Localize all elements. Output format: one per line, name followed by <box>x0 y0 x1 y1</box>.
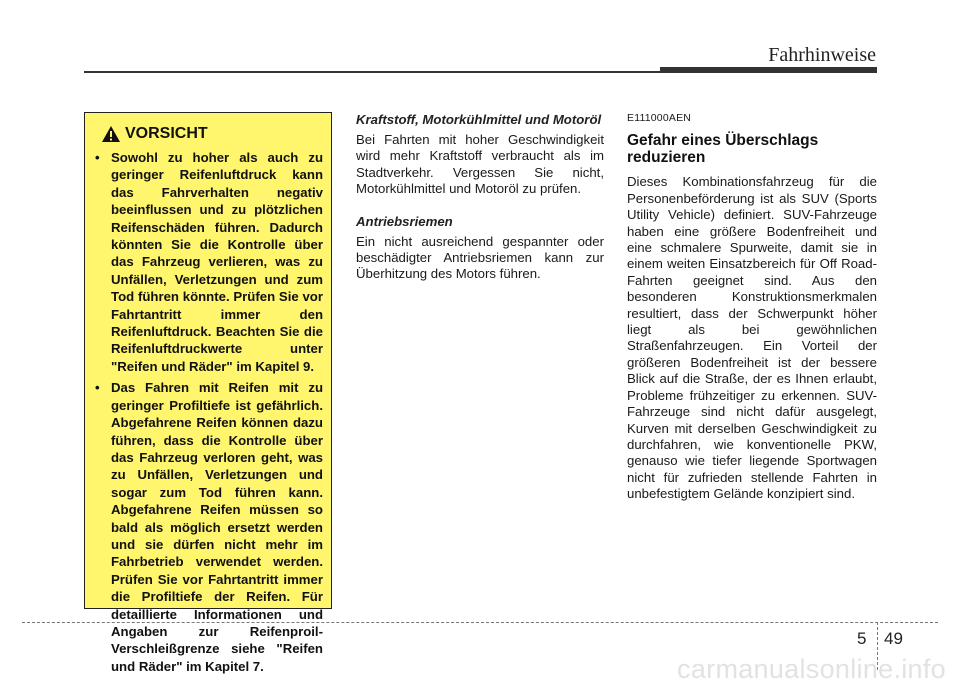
warning-box <box>84 112 332 674</box>
header-rule-thin <box>84 71 660 73</box>
section-title: Fahrhinweise <box>768 44 876 66</box>
bullet: • <box>95 150 100 165</box>
section-body: Dieses Kombinationsfahrzeug für die Personenbeförderung ist als SUV (Sports Utility Vehicle) definiert. SUV-Fahrzeuge haben eine größere Bodenfreiheit und eine schmalere Spurweite, damit sie in einem weiten Einsatzbereich für Off Road-Fahrten geeignet sind. Aus den besonderen Konstruktionsmerkmalen resultiert, dass der Schwerpunkt höher liegt als bei gewöhnlichen Straßenfahrzeugen. Ein Vorteil der größeren Bodenfreiheit ist der bessere Blick auf die Straße, der es Ihnen erlaubt, Probleme frühzeitiger zu erkennen. SUV-Fahrzeuge sind nicht dafür ausgelegt, Kurven mit derselben Geschwindigkeit zu durchfahren, wie konventionelle PKW, genauso wie tiefer liegende Sportwagen nicht für zufrieden stellende Fahrten in unbefestigtem Gelände konzipiert sind. <box>627 174 877 502</box>
warning-item-text: Sowohl zu hoher als auch zu geringer Reifenluftdruck kann das Fahrverhalten negativ beeinflussen und zu plötzlichen Reifenschäden führen. Dadurch könnten Sie die Kontrolle über das Fahrzeug verlieren, was zu Unfällen, Verletzungen und zum Tod führen könnte. Prüfen Sie vor Fahrtantritt immer den Reifenluftdruck. Beachten Sie die Reifenluftdruckwerte unter "Reifen und Räder" im Kapitel 9. <box>111 150 323 374</box>
paragraph-drive-belt: Ein nicht ausreichend gespannter oder beschädigter Antriebsriemen kann zur Überhitzung des Motors führen. <box>356 233 604 282</box>
section-heading: Gefahr eines Überschlags reduzieren <box>627 132 819 167</box>
chapter-number: 5 <box>857 629 867 648</box>
footer-dashed-line <box>22 622 938 623</box>
warning-item <box>93 379 323 675</box>
header-rule-thick <box>660 67 877 73</box>
subheading-drive-belt: Antriebsriemen <box>356 213 453 229</box>
warning-item-text: Das Fahren mit Reifen mit zu geringer Profiltiefe ist gefährlich. Abgefahrene Reifen können dazu führen, dass die Kontrolle über das Fahrzeug verloren geht, was zu Unfällen, Verletzungen und sogar zum Tod führen kann. Abgefahrene Reifen müssen so bald als möglich ersetzt werden und sie dürfen nicht mehr im Fahrbetrieb verwendet werden. Prüfen Sie vor Fahrtantritt immer die Profiltiefe der Reifen. Für detaillierte Informationen und Angaben zur Reifenproil-Verschleißgrenze siehe "Reifen und Räder" im Kapitel 7. <box>111 380 323 674</box>
paragraph-fuel: Bei Fahrten mit hoher Geschwindigkeit wird mehr Kraftstoff verbraucht als im Stadtverkehr. Vergessen Sie nicht, Motorkühlmittel und Motoröl zu prüfen. <box>356 132 604 197</box>
bullet: • <box>95 380 100 396</box>
warning-item <box>93 149 323 375</box>
warning-title: VORSICHT <box>125 125 208 142</box>
subheading-fuel: Kraftstoff, Motorkühlmittel und Motoröl <box>356 112 602 127</box>
warning-header <box>101 125 323 143</box>
warning-list <box>93 149 323 675</box>
middle-column <box>356 112 604 299</box>
watermark: carmanualsonline.info <box>677 654 946 684</box>
section-code: E111000AEN <box>627 112 692 124</box>
right-column <box>627 110 877 519</box>
page-number: 49 <box>884 629 903 648</box>
warning-triangle-icon <box>101 125 121 143</box>
